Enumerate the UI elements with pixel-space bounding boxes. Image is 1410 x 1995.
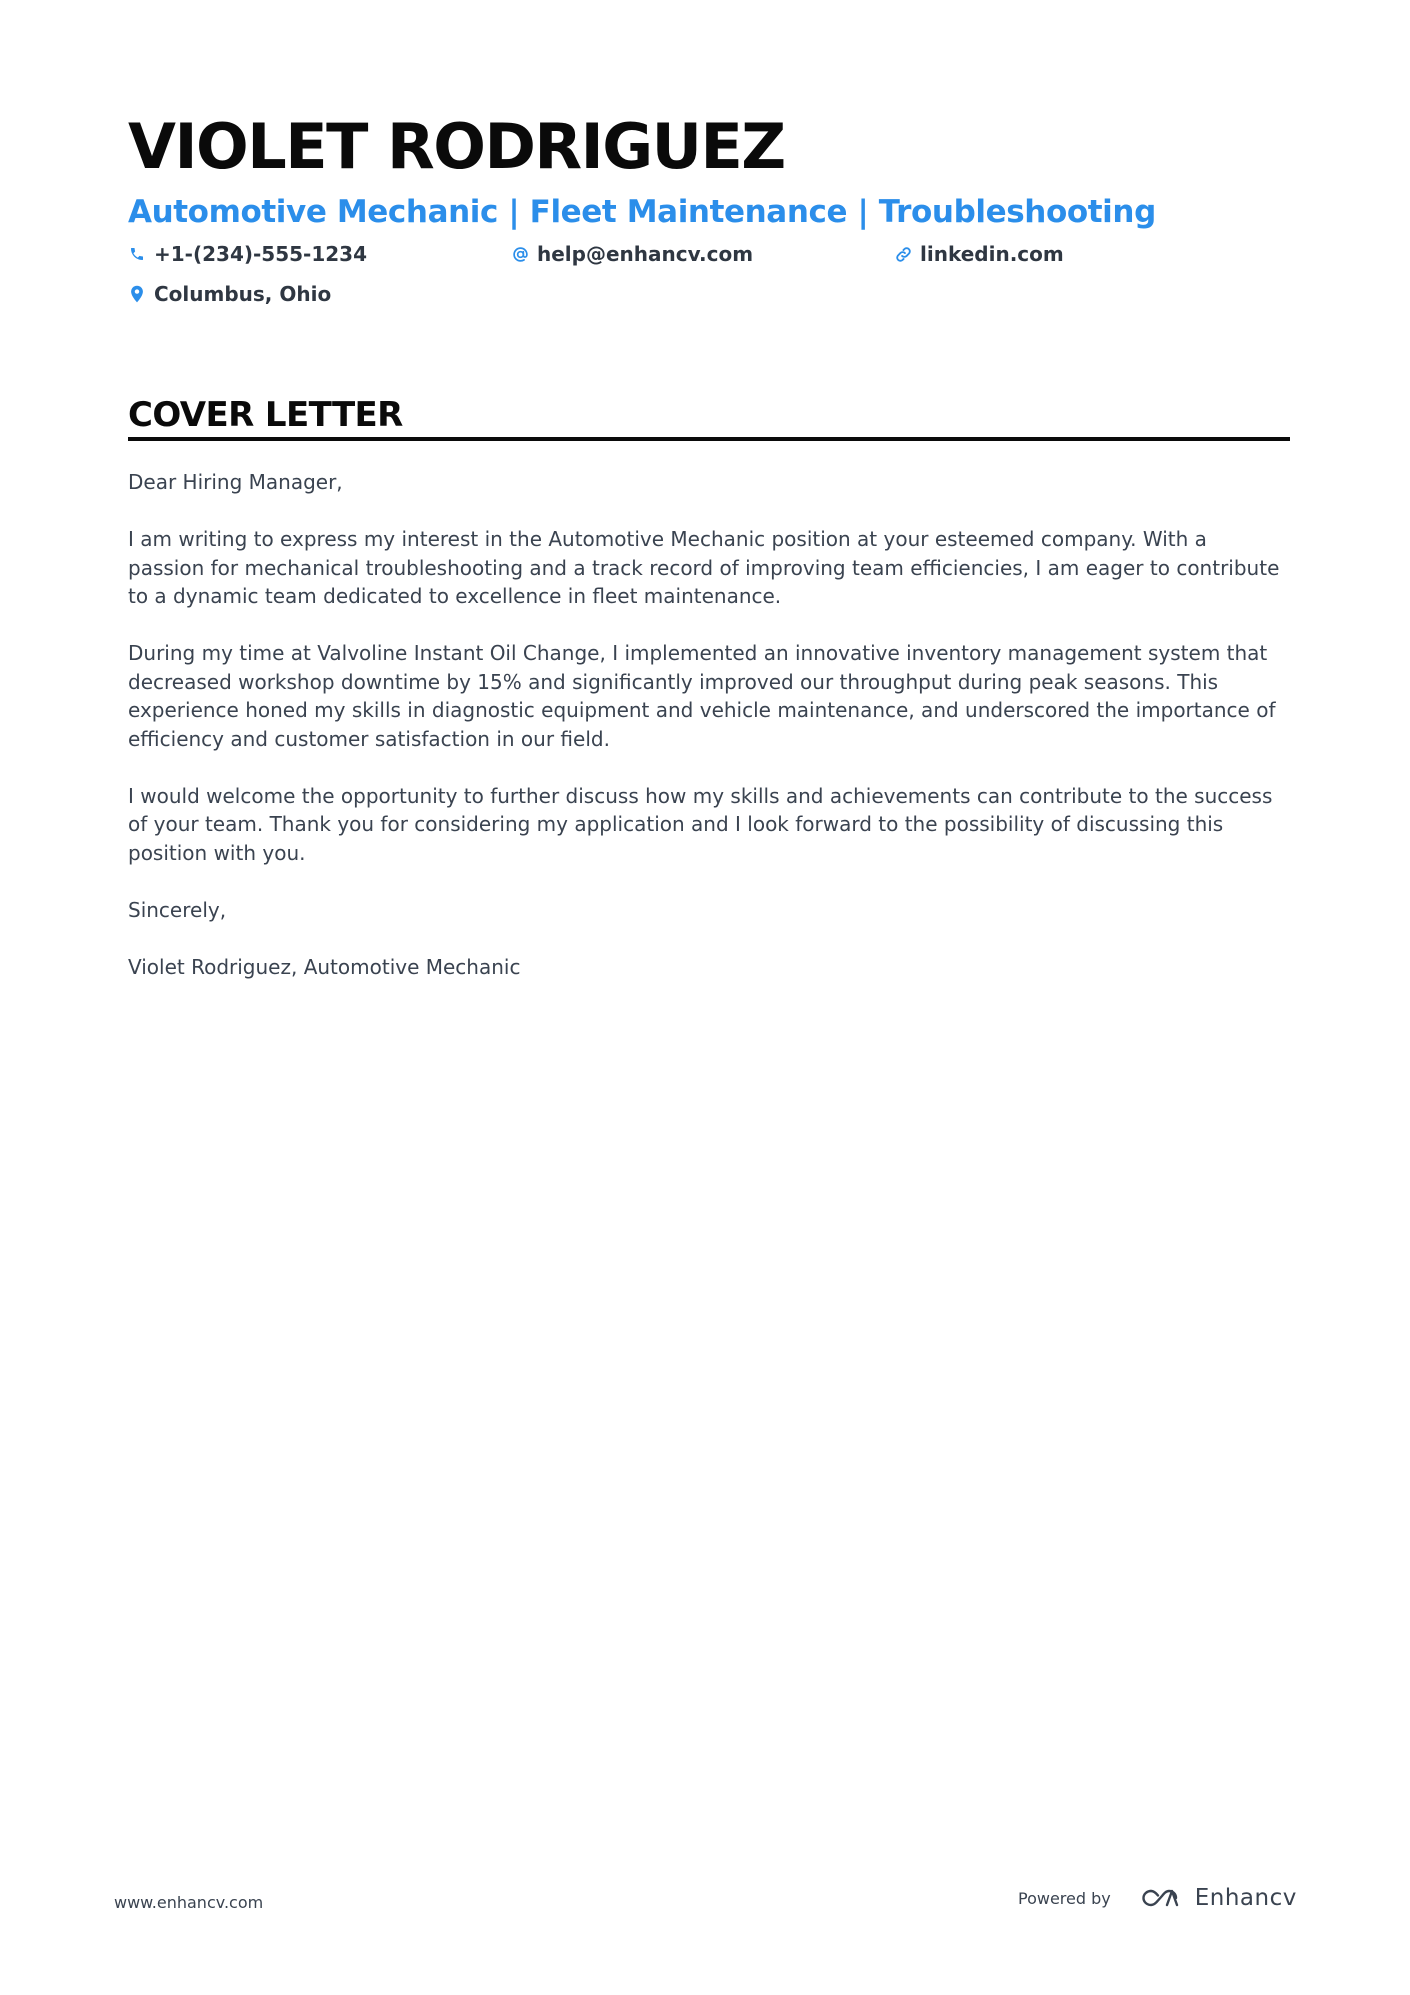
footer-branding[interactable] (1018, 1878, 1297, 1918)
linkedin-text: linkedin.com (920, 242, 1064, 266)
letter-closing: Sincerely, (128, 897, 227, 922)
letter-signature: Violet Rodriguez, Automotive Mechanic (128, 954, 521, 979)
candidate-headline: Automotive Mechanic | Fleet Maintenance | Troubleshooting (128, 194, 1156, 230)
contact-info (128, 240, 1288, 320)
letter-paragraph: During my time at Valvoline Instant Oil Change, I implemented an innovative inventory management system that decreased workshop downtime by 15% and significantly improved our throughput during peak seasons. This experience honed my skills in diagnostic equipment and vehicle maintenance, and underscored the importance of efficiency and customer satisfaction in our field. (128, 641, 1276, 751)
phone-icon (128, 245, 146, 263)
link-icon (894, 245, 912, 263)
letter-paragraph: I am writing to express my interest in the Automotive Mechanic position at your esteemed company. With a passion for mechanical troubleshooting and a track record of improving team efficiencies, I am eager to contribute to a dynamic team dedicated to excellence in fleet maintenance. (128, 527, 1280, 608)
contact-email[interactable] (511, 240, 753, 268)
letter-paragraph: I would welcome the opportunity to further discuss how my skills and achievements can contribute to the success of your team. Thank you for considering my application and I look forward to the possibility of discussing this position with you. (128, 783, 1273, 865)
email-text: help@enhancv.com (537, 242, 754, 266)
powered-by-label: Powered by (1018, 1888, 1111, 1908)
candidate-name: VIOLET RODRIGUEZ (128, 110, 785, 183)
contact-linkedin[interactable] (894, 240, 1064, 268)
footer-website-link[interactable]: www.enhancv.com (114, 1893, 264, 1912)
enhancv-logo (1137, 1885, 1297, 1911)
letter-greeting: Dear Hiring Manager, (128, 470, 343, 494)
at-icon (511, 245, 529, 263)
location-text: Columbus, Ohio (154, 282, 332, 306)
contact-location (128, 280, 331, 308)
section-title: COVER LETTER (128, 395, 403, 435)
contact-phone[interactable] (128, 240, 367, 268)
section-divider (128, 437, 1290, 441)
phone-text: +1-(234)-555-1234 (154, 242, 368, 266)
header (128, 110, 1288, 232)
map-pin-icon (128, 285, 146, 303)
brand-name: Enhancv (1194, 1885, 1297, 1911)
enhancv-logo-icon (1137, 1886, 1185, 1910)
letter-body (128, 468, 1288, 1010)
